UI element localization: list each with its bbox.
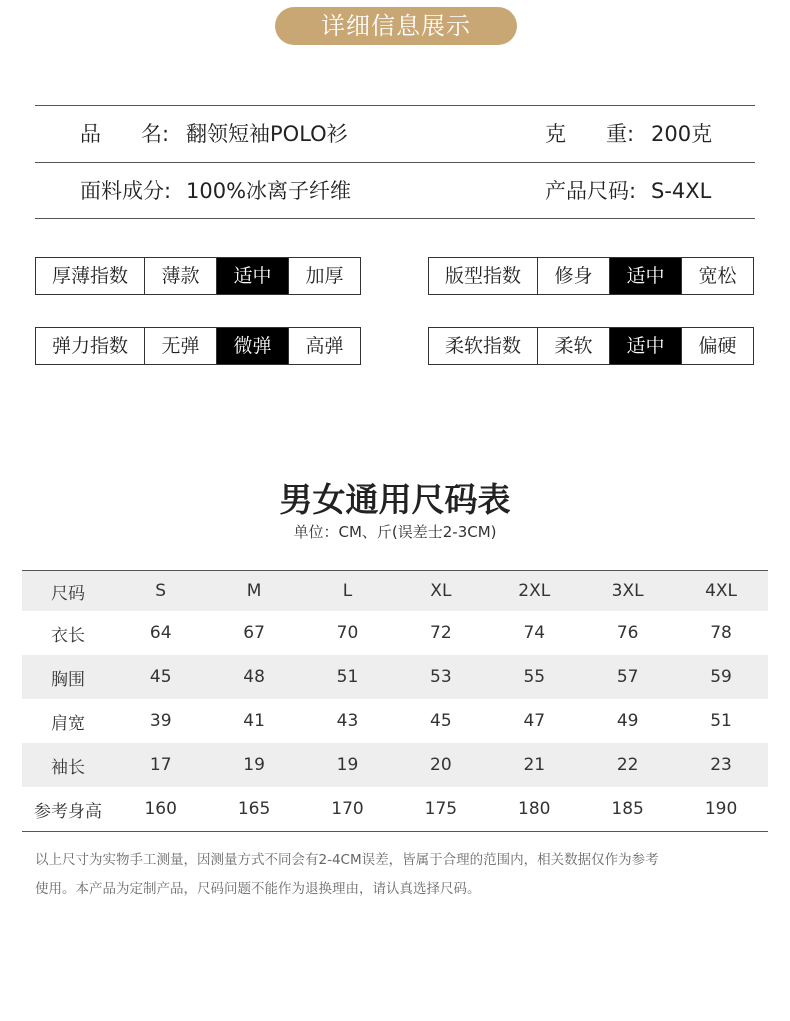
name-label: 品 名:: [80, 122, 170, 146]
table-cell: 23: [710, 755, 732, 775]
scale-option: 宽松: [681, 258, 753, 294]
table-row: [22, 655, 768, 699]
table-cell: 190: [704, 799, 738, 819]
table-cell: 22: [616, 755, 639, 775]
table-cell: 51: [710, 711, 732, 731]
table-cell: 19: [243, 755, 265, 775]
table-header-cell: 2XL: [518, 581, 551, 601]
table-cell: 160: [144, 799, 177, 819]
size-chart-table: [22, 570, 768, 832]
table-cell: 参考身高: [34, 801, 102, 822]
scale-option: 薄款: [144, 258, 216, 294]
table-cell: 肩宽: [51, 713, 85, 734]
weight-label: 克 重:: [545, 122, 635, 146]
table-header-cell: 尺码: [51, 583, 85, 604]
table-header-cell: 4XL: [705, 581, 737, 601]
table-header-cell: L: [342, 581, 353, 601]
table-row: [22, 699, 768, 743]
table-cell: 48: [243, 667, 265, 687]
table-header-row: [22, 571, 768, 611]
table-cell: 67: [243, 623, 265, 643]
scale-option: 修身: [537, 258, 609, 294]
table-cell: 57: [616, 667, 639, 687]
table-cell: 72: [430, 623, 452, 643]
table-header-cell: XL: [430, 581, 452, 601]
table-cell: 胸围: [51, 669, 85, 690]
table-cell: 64: [149, 623, 172, 643]
table-cell: 170: [331, 799, 364, 819]
size-chart-subtitle: 单位：CM、斤(误差士2-3CM): [293, 523, 497, 541]
table-cell: 55: [523, 667, 546, 687]
scale-option: 适中: [216, 258, 288, 294]
softness-index: [428, 327, 754, 365]
section-banner: [275, 7, 517, 45]
table-cell: 39: [149, 711, 172, 731]
scale-label: 柔软指数: [444, 335, 521, 357]
table-cell: 47: [523, 711, 546, 731]
table-header-cell: M: [246, 581, 262, 601]
scale-option: 柔软: [537, 328, 609, 364]
table-cell: 衣长: [51, 625, 85, 646]
name-value: 翻领短袖POLO衫: [186, 122, 348, 146]
table-cell: 41: [243, 711, 265, 731]
table-cell: 袖长: [51, 757, 85, 778]
table-cell: 17: [149, 755, 172, 775]
divider-middle: [35, 162, 755, 163]
disclaimer-note: [35, 846, 765, 904]
table-header-cell: 3XL: [611, 581, 644, 601]
divider-bottom: [35, 218, 755, 219]
table-row: [22, 611, 768, 655]
table-cell: 76: [616, 623, 639, 643]
scale-option: 无弹: [144, 328, 216, 364]
table-cell: 49: [616, 711, 639, 731]
material-value: 100%冰离子纤维: [186, 179, 352, 203]
table-cell: 45: [149, 667, 172, 687]
table-cell: 53: [430, 667, 452, 687]
table-row: [22, 787, 768, 831]
size-value: S-4XL: [651, 179, 712, 203]
table-cell: 19: [336, 755, 359, 775]
table-cell: 175: [424, 799, 458, 819]
scale-label: 厚薄指数: [51, 265, 128, 287]
table-cell: 20: [430, 755, 452, 775]
scale-option: 高弹: [288, 328, 360, 364]
table-row: [22, 743, 768, 787]
elasticity-index: [35, 327, 361, 365]
thickness-index: [35, 257, 361, 295]
scale-option: 加厚: [288, 258, 360, 294]
table-header-cell: S: [155, 581, 167, 601]
material-label: 面料成分:: [80, 179, 172, 203]
table-cell: 185: [611, 799, 644, 819]
disclaimer-line-1: 以上尺寸为实物手工测量，因测量方式不同会有2-4CM误差，皆属于合理的范围内，相关数据仅作为参考: [35, 852, 659, 868]
divider-top: [35, 105, 755, 106]
table-cell: 78: [710, 623, 732, 643]
weight-value: 200克: [651, 122, 713, 146]
table-cell: 45: [430, 711, 452, 731]
scale-label: 版型指数: [444, 265, 521, 287]
scale-option: 适中: [609, 328, 681, 364]
table-cell: 51: [336, 667, 359, 687]
table-cell: 43: [336, 711, 359, 731]
scale-option: 微弹: [216, 328, 288, 364]
table-cell: 21: [523, 755, 546, 775]
scale-label: 弹力指数: [51, 335, 128, 357]
disclaimer-line-2: 使用。本产品为定制产品，尺码问题不能作为退换理由，请认真选择尺码。: [35, 881, 481, 897]
table-cell: 70: [336, 623, 359, 643]
banner-title: 详细信息展示: [321, 12, 471, 40]
table-cell: 180: [518, 799, 551, 819]
fit-index: [428, 257, 754, 295]
table-cell: 59: [710, 667, 732, 687]
scale-option: 适中: [609, 258, 681, 294]
scale-option: 偏硬: [681, 328, 753, 364]
table-cell: 74: [523, 623, 546, 643]
table-cell: 165: [237, 799, 271, 819]
size-chart-title: 男女通用尺码表: [279, 480, 511, 519]
size-label: 产品尺码:: [545, 179, 637, 203]
